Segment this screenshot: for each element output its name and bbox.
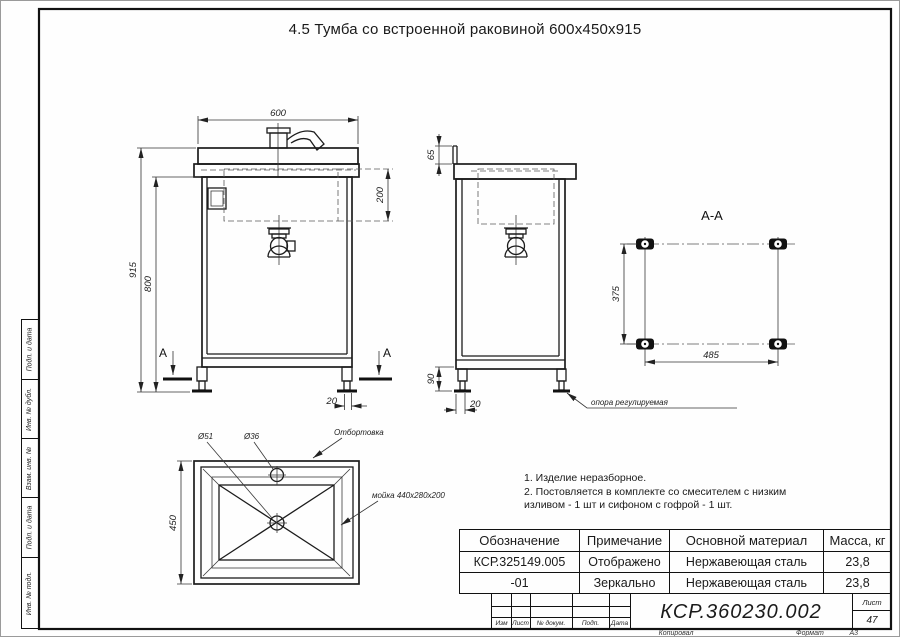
dim-20-front [325,393,367,410]
basin-label: мойка 440х280х200 [372,491,445,500]
notes [524,472,874,513]
dim-90 [426,367,454,391]
margin-field-podp-data-1 [22,320,38,379]
callout-hole-dia [243,432,273,469]
dim-375-label: 375 [611,286,622,302]
flange-label: Отбортовка [334,428,384,437]
margin-field-inv-podl [22,557,38,628]
legs-front [192,367,357,391]
margin-field-label: Взам. инв. № [26,446,34,490]
margin-field-label: Подп. и дата [26,505,34,550]
dim-485-label: 485 [703,350,719,361]
cell-material: Нержавеющая сталь [670,552,824,573]
titleblock-col-podp: Подп. [581,620,600,627]
sheet-title: 4.5 Тумба со встроенной раковиной 600х450х915 [288,21,642,38]
drain-dia-label: Ø51 [198,432,214,441]
sheet-label: Лист [862,597,882,607]
note-line-2: 2. Постовляется в комплекте со смесителем с низким [524,485,787,498]
cell-material: Нержавеющая сталь [670,573,824,594]
sink-top-view [168,428,445,584]
dim-375 [611,244,637,344]
section-mark-left: А [158,346,168,360]
cell-designation: КСР.325149.005 [460,552,580,573]
callout-flange [313,428,384,458]
cell-note: Зеркально [580,573,670,594]
dim-20-side [444,393,481,414]
foot-bottom-left [636,339,654,350]
section-marks [159,346,392,379]
siphon-side [504,215,528,265]
cell-mass: 23,8 [824,573,892,594]
cabinet-body [202,177,352,367]
dim-90-label: 90 [426,373,437,385]
dim-800 [143,177,200,392]
section-aa-title: А-А [701,208,723,223]
titleblock-col-data: Дата [610,620,629,627]
sheet-number: 47 [866,614,878,626]
margin-field-label: Инв. № подл. [26,571,34,615]
cell-note: Отображено [580,552,670,573]
title-block [491,593,891,629]
format-label: Формат [796,630,824,637]
callout-drain-dia [197,432,272,518]
dim-450 [168,461,192,584]
titleblock-col-doc: № докум. [536,620,566,627]
margin-field-inv-dubl [22,379,38,438]
front-view [128,108,393,410]
foot-top-right [769,239,787,250]
foot-callout [567,393,737,408]
dim-65 [426,134,452,176]
document-number: КСР.360230.002 [660,600,822,623]
countertop [194,148,359,177]
dim-800-label: 800 [143,276,154,292]
margin-field-label: Инв. № дубл. [26,387,34,431]
faucet-hole [268,466,286,485]
dim-65-label: 65 [426,149,437,161]
col-note: Примечание [580,530,670,552]
section-mark-right: А [382,346,392,360]
table-row [460,552,892,573]
cell-mass: 23,8 [824,552,892,573]
dim-915-label: 915 [128,262,139,278]
margin-field-vzam-inv [22,438,38,497]
titleblock-col-izm: Изм [495,620,508,627]
foot-top-left [636,239,654,250]
margin-fields [21,319,39,629]
siphon-front [267,215,295,265]
dim-20-side-label: 20 [470,399,481,410]
foot-callout-label: опора регулируемая [591,398,668,407]
section-aa-view [611,208,795,366]
note-line-3: изливом - 1 шт и сифоном с гофрой - 1 шт. [524,499,733,511]
col-material: Основной материал [670,530,824,552]
table-row [460,573,892,594]
margin-field-podp-data-2 [22,497,38,557]
dim-450-label: 450 [168,515,179,531]
dim-20-front-label: 20 [326,396,337,407]
socket-box [208,188,226,209]
hole-dia-label: Ø36 [244,432,260,441]
side-view [426,134,737,414]
cell-designation: -01 [460,573,580,594]
dim-600-label: 600 [270,108,286,119]
side-body [456,179,565,369]
note-line-1: 1. Изделие неразборное. [524,472,647,484]
dim-200-label: 200 [375,187,386,203]
foot-bottom-right [769,339,787,350]
col-designation: Обозначение [460,530,580,552]
titleblock-col-list: Лист [512,620,529,627]
spec-table [459,529,892,594]
side-countertop [453,146,576,179]
copied-label: Копировал [658,630,694,637]
col-mass: Масса, кг [824,530,892,552]
margin-field-label: Подп. и дата [26,327,34,372]
callout-basin [341,491,445,525]
format-value: А3 [849,630,858,637]
spec-table-header [460,530,892,552]
legs-side [454,369,570,391]
dim-485 [645,350,778,366]
